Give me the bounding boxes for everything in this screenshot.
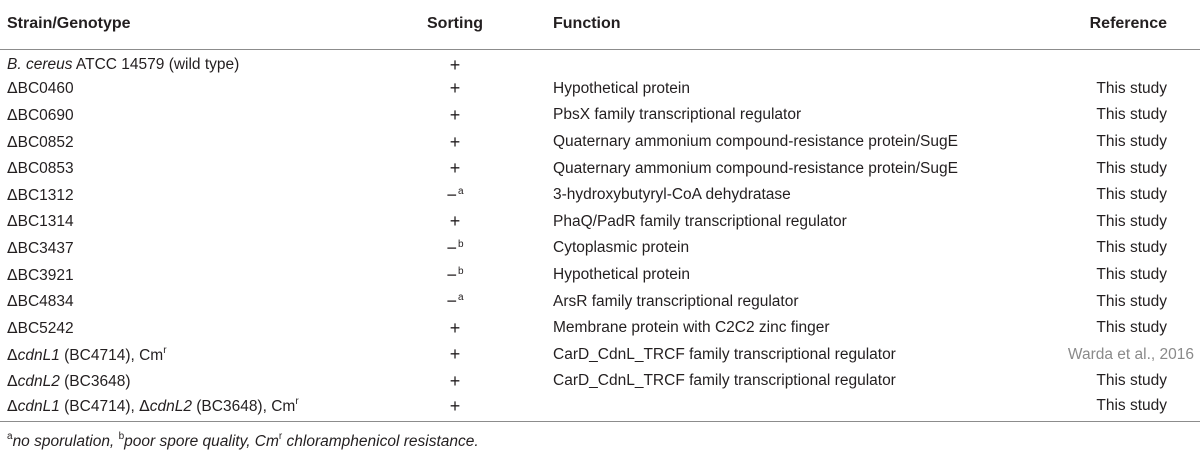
sorting-footnote-mark: b bbox=[457, 265, 464, 277]
sorting-cell bbox=[360, 129, 550, 156]
table-row bbox=[0, 76, 1200, 103]
reference-cell: This study bbox=[1096, 159, 1167, 177]
reference-cell: This study bbox=[1096, 133, 1167, 151]
delta-symbol: Δ bbox=[7, 132, 18, 151]
gene-name: cdnL2 bbox=[149, 398, 192, 416]
delta-symbol: Δ bbox=[7, 212, 18, 231]
function-cell: CarD_CdnL_TRCF family transcriptional regulator bbox=[553, 345, 896, 363]
reference-cell: This study bbox=[1096, 239, 1167, 257]
function-cell: PhaQ/PadR family transcriptional regulator bbox=[553, 212, 847, 230]
strain-species: B. cereus bbox=[7, 56, 73, 74]
sorting-value: + bbox=[449, 395, 461, 416]
sorting-value: + bbox=[449, 211, 461, 232]
footnote-mark-r: r bbox=[278, 430, 283, 442]
table-row bbox=[0, 129, 1200, 156]
function-cell: Hypothetical protein bbox=[553, 79, 690, 97]
strain-name: BC0853 bbox=[17, 160, 74, 178]
function-cell: CarD_CdnL_TRCF family transcriptional regulator bbox=[553, 372, 896, 390]
strain-name: BC0460 bbox=[17, 80, 74, 98]
sorting-cell bbox=[360, 155, 550, 182]
sorting-value: − bbox=[446, 184, 457, 205]
reference-cell: This study bbox=[1096, 292, 1167, 310]
sorting-cell bbox=[360, 368, 550, 395]
sorting-cell bbox=[360, 102, 550, 129]
table-row bbox=[0, 342, 1200, 369]
strain-name: BC5242 bbox=[17, 319, 74, 337]
reference-cell: This study bbox=[1096, 79, 1167, 97]
footnote-text-r: chloramphenicol resistance. bbox=[282, 432, 479, 450]
function-cell: ArsR family transcriptional regulator bbox=[553, 292, 799, 310]
sorting-footnote-mark: b bbox=[457, 238, 464, 250]
sorting-cell bbox=[360, 182, 550, 209]
function-cell: Membrane protein with C2C2 zinc finger bbox=[553, 319, 830, 337]
function-cell: Quaternary ammonium compound-resistance protein/SugE bbox=[553, 133, 958, 151]
function-cell bbox=[550, 395, 980, 422]
delta-symbol: Δ bbox=[7, 318, 18, 337]
delta-symbol: Δ bbox=[139, 397, 150, 416]
strain-name: (BC4714), Cm bbox=[59, 346, 164, 364]
strain-name: BC3921 bbox=[17, 266, 74, 284]
strain-name: ATCC 14579 (wild type) bbox=[72, 56, 240, 74]
delta-symbol: Δ bbox=[7, 397, 18, 416]
delta-symbol: Δ bbox=[7, 345, 18, 364]
sorting-value: + bbox=[449, 370, 461, 391]
reference-cell: This study bbox=[1096, 372, 1167, 390]
strain-name: BC0690 bbox=[17, 106, 74, 124]
resistance-mark: r bbox=[163, 344, 167, 356]
strain-name: (BC4714), bbox=[59, 398, 140, 416]
reference-link[interactable]: Warda et al., 2016 bbox=[1067, 345, 1194, 363]
strain-cell bbox=[0, 209, 360, 236]
resistance-mark: r bbox=[295, 396, 299, 408]
sorting-footnote-mark: a bbox=[457, 185, 464, 197]
sorting-cell bbox=[360, 315, 550, 342]
header-strain: Strain/Genotype bbox=[0, 0, 360, 49]
footnote-text-a: no sporulation, bbox=[12, 432, 119, 450]
header-sorting: Sorting bbox=[360, 0, 550, 49]
table-row bbox=[0, 368, 1200, 395]
sorting-value: − bbox=[446, 291, 457, 312]
strain-name: (BC3648) bbox=[59, 372, 131, 390]
reference-cell: This study bbox=[980, 395, 1200, 422]
strain-cell bbox=[0, 235, 360, 262]
footnote-text-b: poor spore quality, Cm bbox=[124, 432, 279, 450]
delta-symbol: Δ bbox=[7, 185, 18, 204]
header-reference: Reference bbox=[980, 0, 1200, 49]
strain-name: BC3437 bbox=[17, 239, 74, 257]
strain-cell bbox=[0, 395, 360, 422]
table-header bbox=[0, 0, 1200, 49]
strain-cell bbox=[0, 288, 360, 315]
sorting-cell bbox=[360, 209, 550, 236]
footnote-mark-b: b bbox=[118, 430, 125, 442]
gene-name: cdnL1 bbox=[17, 346, 60, 364]
reference-cell: This study bbox=[1096, 212, 1167, 230]
table-row bbox=[0, 182, 1200, 209]
strain-cell bbox=[0, 129, 360, 156]
strain-cell bbox=[0, 262, 360, 289]
sorting-cell bbox=[360, 76, 550, 103]
strain-name: BC1312 bbox=[17, 186, 74, 204]
function-cell: 3-hydroxybutyryl-CoA dehydratase bbox=[553, 186, 791, 204]
sorting-cell bbox=[360, 262, 550, 289]
delta-symbol: Δ bbox=[7, 265, 18, 284]
reference-cell: This study bbox=[1096, 266, 1167, 284]
table-row bbox=[0, 315, 1200, 342]
sorting-value: − bbox=[446, 264, 457, 285]
strain-cell bbox=[0, 49, 360, 76]
delta-symbol: Δ bbox=[7, 79, 18, 98]
sorting-value: − bbox=[446, 237, 457, 258]
strain-cell bbox=[0, 182, 360, 209]
sorting-value: + bbox=[449, 54, 461, 75]
delta-symbol: Δ bbox=[7, 159, 18, 178]
sorting-cell bbox=[360, 235, 550, 262]
strain-name: BC4834 bbox=[17, 293, 74, 311]
strain-cell bbox=[0, 368, 360, 395]
strain-name: BC0852 bbox=[17, 133, 74, 151]
delta-symbol: Δ bbox=[7, 371, 18, 390]
table-row bbox=[0, 235, 1200, 262]
table-row bbox=[0, 262, 1200, 289]
table-row bbox=[0, 288, 1200, 315]
function-cell: PbsX family transcriptional regulator bbox=[553, 106, 802, 124]
sorting-value: + bbox=[449, 158, 461, 179]
strain-cell bbox=[0, 76, 360, 103]
sorting-footnote-mark: a bbox=[457, 292, 464, 304]
function-cell: Hypothetical protein bbox=[553, 266, 690, 284]
table-row bbox=[0, 49, 1200, 76]
footnote-mark-a: a bbox=[7, 430, 13, 442]
function-cell: Cytoplasmic protein bbox=[553, 239, 690, 257]
sorting-value: + bbox=[449, 131, 461, 152]
function-cell bbox=[550, 49, 980, 76]
sorting-value: + bbox=[449, 104, 461, 125]
table-row bbox=[0, 395, 1200, 422]
sorting-value: + bbox=[449, 78, 461, 99]
sorting-cell bbox=[360, 288, 550, 315]
strain-cell bbox=[0, 155, 360, 182]
gene-name: cdnL2 bbox=[17, 372, 60, 390]
strain-cell bbox=[0, 102, 360, 129]
sorting-value: + bbox=[449, 317, 461, 338]
function-cell: Quaternary ammonium compound-resistance protein/SugE bbox=[553, 159, 958, 177]
sorting-cell bbox=[360, 395, 550, 422]
strain-name: (BC3648), Cm bbox=[191, 398, 296, 416]
reference-cell: This study bbox=[1096, 186, 1167, 204]
table-row bbox=[0, 209, 1200, 236]
reference-cell: This study bbox=[1096, 106, 1167, 124]
sorting-cell bbox=[360, 49, 550, 76]
reference-cell bbox=[980, 49, 1200, 76]
strain-name: BC1314 bbox=[17, 213, 74, 231]
gene-name: cdnL1 bbox=[17, 398, 60, 416]
delta-symbol: Δ bbox=[7, 292, 18, 311]
sorting-cell bbox=[360, 342, 550, 369]
delta-symbol: Δ bbox=[7, 238, 18, 257]
header-function: Function bbox=[550, 0, 980, 49]
header-row bbox=[0, 0, 1200, 49]
reference-cell: This study bbox=[1096, 319, 1167, 337]
table-footnote bbox=[0, 431, 1200, 451]
delta-symbol: Δ bbox=[7, 105, 18, 124]
strain-cell bbox=[0, 342, 360, 369]
table-row bbox=[0, 155, 1200, 182]
strain-cell bbox=[0, 315, 360, 342]
table-row bbox=[0, 102, 1200, 129]
sorting-value: + bbox=[449, 344, 461, 365]
table-body bbox=[0, 49, 1200, 421]
